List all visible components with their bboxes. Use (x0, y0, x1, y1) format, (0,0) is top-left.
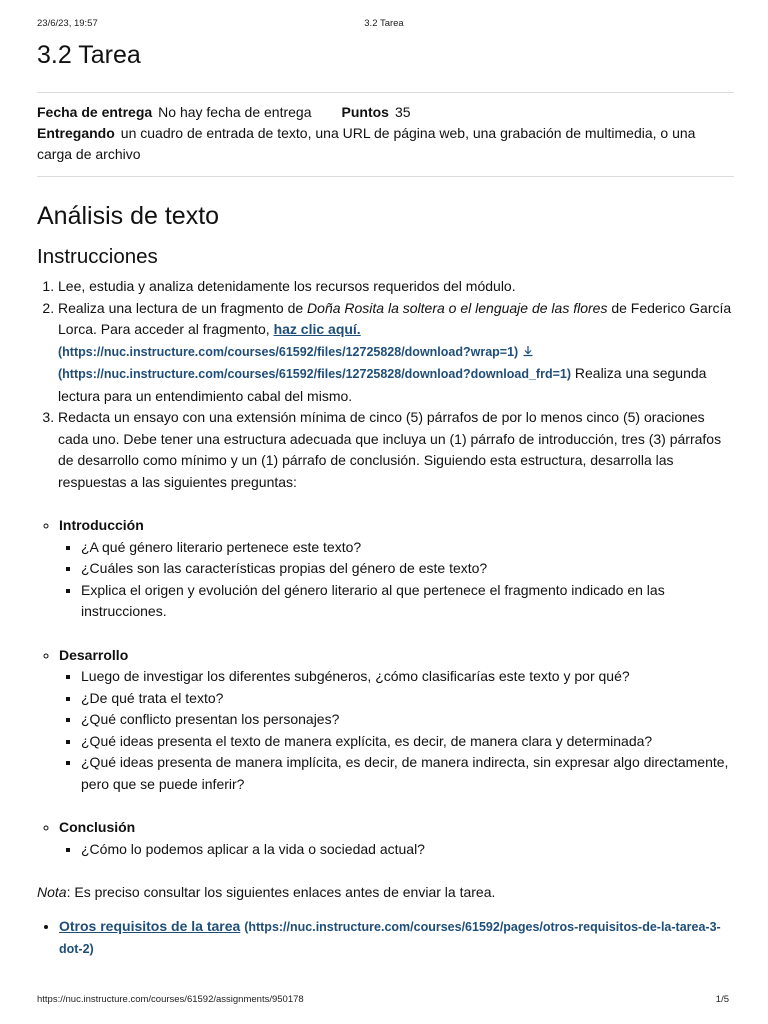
question-item: ▪ ¿A qué género literario pertenece este texto? (81, 537, 734, 559)
divider (37, 176, 734, 177)
link-item (59, 916, 734, 961)
work-title: Doña Rosita la soltera o el lenguaje de las flores (307, 299, 608, 316)
essay-sections (37, 515, 734, 860)
instruction-step-2 (58, 298, 734, 408)
print-url: https://nuc.instructure.com/courses/61592/assignments/950178 (37, 994, 304, 1005)
section-conclusion (59, 817, 734, 860)
content-heading: Análisis de texto (37, 202, 220, 230)
print-footer (37, 994, 731, 1008)
requirements-link[interactable]: Otros requisitos de la tarea (59, 917, 241, 934)
points-value: 35 (394, 104, 411, 120)
question-item: ▪ ¿Qué ideas presenta el texto de manera explícita, es decir, de manera clara y determinada? (81, 731, 734, 753)
assignment-content (37, 40, 734, 961)
question-item: ▪ ¿De qué trata el texto? (81, 688, 734, 710)
question-item: ▪ ¿Cuáles son las características propias del género de este texto? (81, 558, 734, 580)
question-item: ▪ Luego de investigar los diferentes subgéneros, ¿cómo clasificarías este texto y por qué? (81, 666, 734, 688)
download-link-url[interactable]: (https://nuc.instructure.com/courses/61592/files/12725828/download?download_frd=1) (58, 367, 571, 381)
page-number: 1/5 (715, 994, 729, 1005)
instruction-step-3: 3. Redacta un ensayo con una extensión mínima de cinco (5) párrafos de por lo menos cinco (5) oraciones cada uno. Debe tener una estructura adecuada que incluya un (1) párrafo de introducción, tres (3) párrafos de desarrollo como mínimo y un (1) párrafo de conclusión. Siguiendo esta estructura, desarrolla las respuestas a las siguientes preguntas: (58, 407, 734, 493)
assignment-details (37, 93, 734, 176)
fragment-link-url[interactable]: (https://nuc.instructure.com/courses/61592/files/12725828/download?wrap=1) (58, 344, 519, 359)
fragment-link[interactable]: haz clic aquí. (273, 321, 361, 337)
note-paragraph (37, 882, 734, 904)
question-item: ▪ Explica el origen y evolución del género literario al que pertenece el fragmento indicado en las instrucciones. (81, 580, 734, 623)
links-list (37, 916, 734, 961)
note-text: : Es preciso consultar los siguientes enlaces antes de enviar la tarea. (66, 884, 496, 900)
instructions-heading: Instrucciones (37, 245, 158, 268)
instruction-step-1: 1. Lee, estudia y analiza detenidamente los recursos requeridos del módulo. (58, 276, 734, 298)
section-title: Desarrollo (59, 646, 129, 663)
question-item: ▪ ¿Qué ideas presenta de manera implícita, es decir, de manera indirecta, sin expresar algo directamente, pero que se puede inferir? (81, 752, 734, 795)
print-datetime: 23/6/23, 19:57 (37, 18, 98, 29)
section-introduccion (59, 515, 734, 623)
points-label: Puntos (341, 104, 389, 120)
question-item: ▪ ¿Cómo lo podemos aplicar a la vida o sociedad actual? (81, 839, 734, 861)
submitting-value: un cuadro de entrada de texto, una URL de página web, una grabación de multimedia, o una carga de archivo (37, 125, 696, 162)
section-title: Introducción (59, 517, 144, 533)
requirements-link-url[interactable]: (https://nuc.instructure.com/courses/61592/pages/otros-requisitos-de-la-tarea-3-dot-2) (59, 919, 721, 956)
step2-text-mid: de Federico García Lorca. Para acceder al fragmento, (58, 299, 732, 337)
instructions-list (37, 276, 734, 493)
section-title: Conclusión (59, 819, 136, 835)
question-item: ▪ ¿Qué conflicto presentan los personajes? (81, 709, 734, 731)
print-header (37, 18, 731, 32)
due-date-value: No hay fecha de entrega (158, 104, 312, 120)
assignment-title: 3.2 Tarea (37, 41, 141, 69)
due-date-label: Fecha de entrega (37, 104, 153, 120)
step2-text-pre: Realiza una lectura de un fragmento de (58, 299, 308, 316)
submitting-label: Entregando (37, 125, 115, 141)
note-label: Nota (37, 884, 67, 900)
download-icon[interactable] (522, 345, 534, 357)
print-page-title: 3.2 Tarea (364, 18, 404, 29)
step2-text-post: Realiza una segunda lectura para un entendimiento cabal del mismo. (58, 365, 707, 404)
section-desarrollo (59, 645, 734, 796)
